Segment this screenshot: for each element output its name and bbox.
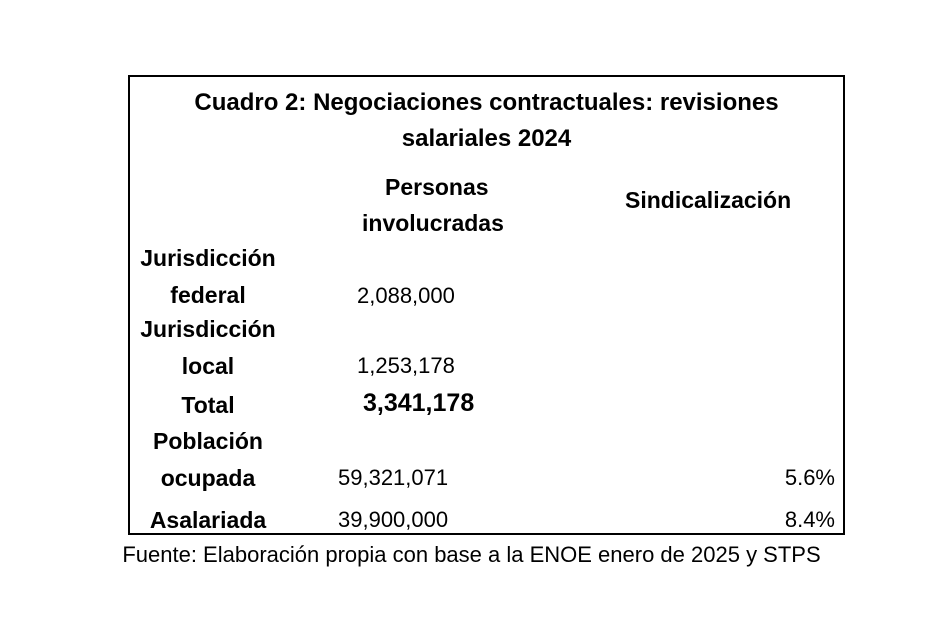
row-label-total: Total (181, 392, 235, 418)
row-label-federal-line-2: federal (170, 282, 246, 308)
row-local-persons: 1,253,178 (357, 353, 455, 378)
row-total-persons: 3,341,178 (363, 389, 475, 417)
row-federal-persons: 2,088,000 (357, 283, 455, 308)
row-label-local-line-1: Jurisdicción (140, 316, 276, 342)
table-title-line-1: Cuadro 2: Negociaciones contractuales: revisiones (194, 89, 779, 116)
row-salaried-union: 8.4% (784, 507, 835, 532)
row-label-population-line-2: ocupada (160, 465, 256, 491)
row-label-population-line-1: Población (153, 428, 263, 454)
table-frame (128, 75, 845, 535)
row-label-salaried: Asalariada (149, 507, 267, 533)
header-union: Sindicalización (625, 187, 792, 213)
row-label-federal-line-1: Jurisdicción (140, 245, 276, 271)
source-caption: Fuente: Elaboración propia con base a la ENOE enero de 2025 y STPS (122, 542, 821, 567)
header-persons-line-1: Personas (385, 174, 489, 200)
table-title-line-2: salariales 2024 (401, 125, 572, 152)
header-persons-line-2: involucradas (362, 210, 504, 236)
row-population-union: 5.6% (784, 465, 835, 490)
row-population-persons: 59,321,071 (338, 465, 449, 490)
row-label-local-line-2: local (181, 353, 235, 379)
row-salaried-persons: 39,900,000 (338, 507, 449, 532)
